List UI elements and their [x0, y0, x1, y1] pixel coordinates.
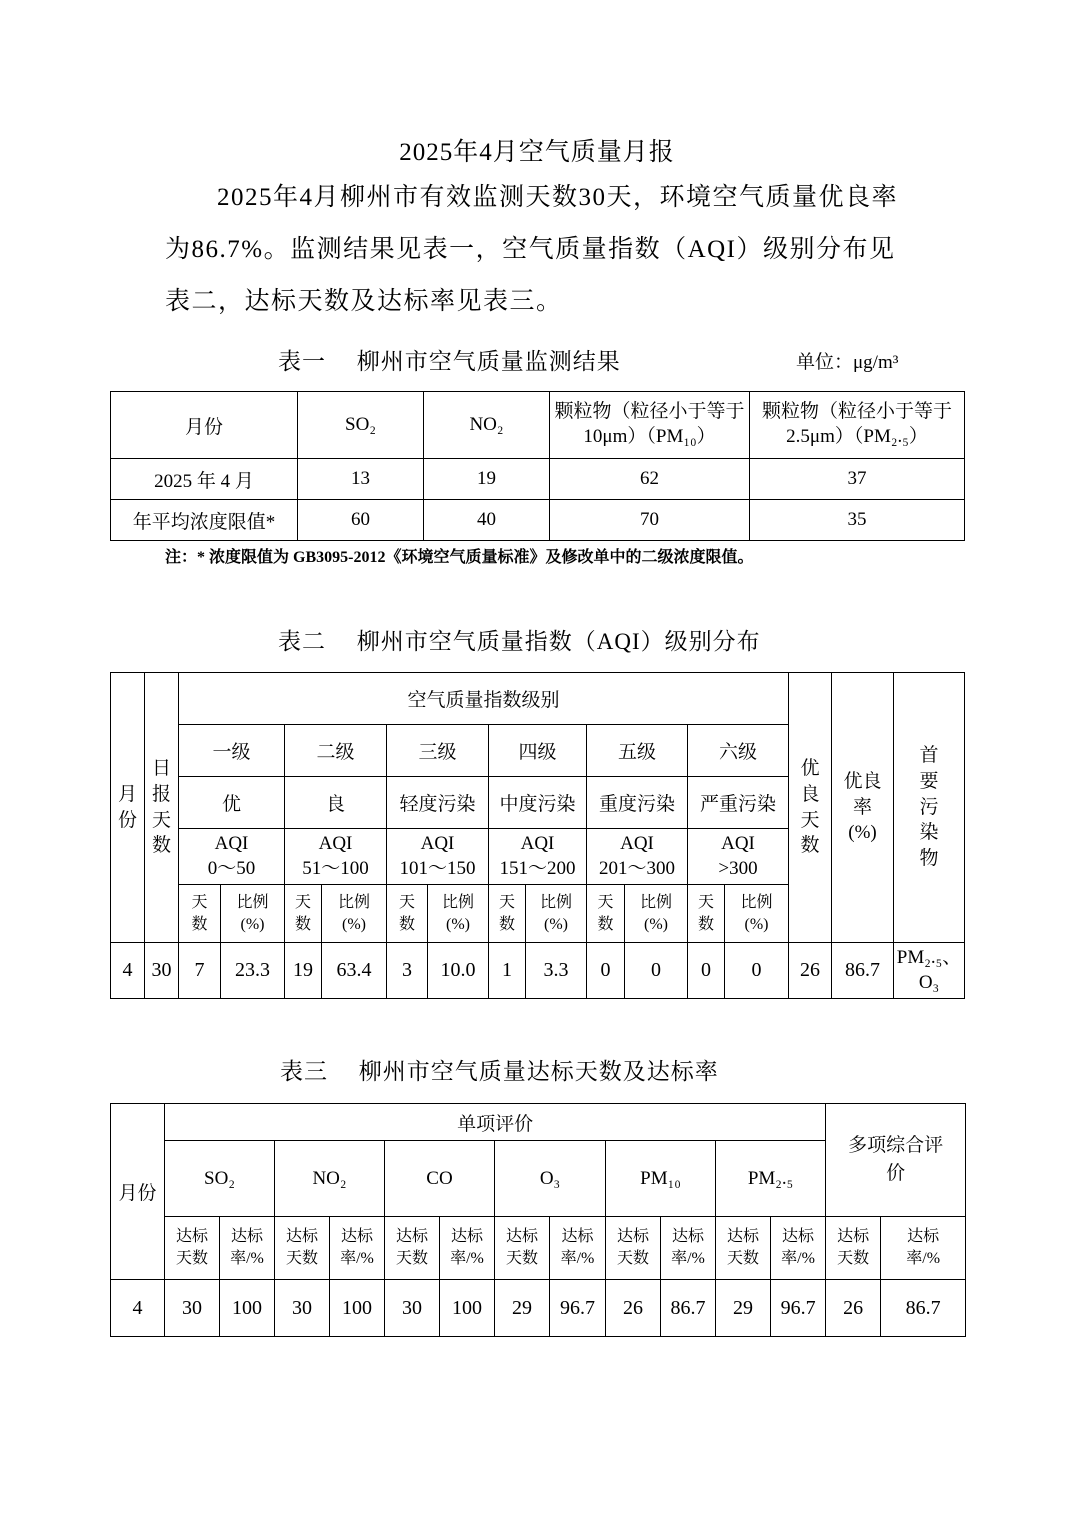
- table2-cell: 3: [387, 943, 428, 999]
- table2-days-header: 日报天数: [145, 673, 179, 943]
- table1-unit: 单位：μg/m³: [796, 352, 899, 373]
- table3-cell: 30: [165, 1280, 220, 1337]
- sub-days-header: 达标天数: [275, 1217, 330, 1280]
- table1-header: SO₂: [298, 392, 424, 459]
- sub-days-header: 达标天数: [826, 1217, 881, 1280]
- table3-cell: 26: [826, 1280, 881, 1337]
- table3-caption: 表三 柳州市空气质量达标天数及达标率: [280, 1059, 719, 1084]
- table2-cell: 1: [489, 943, 526, 999]
- intro-paragraph: [165, 172, 915, 328]
- table2-cell: 23.3: [221, 943, 285, 999]
- table-row: [111, 943, 965, 999]
- table1-cell: 2025 年 4 月: [111, 459, 298, 500]
- sub-rate-header: 达标率/%: [440, 1217, 495, 1280]
- level-label: 六级: [688, 725, 789, 777]
- sub-days-header: 达标天数: [606, 1217, 661, 1280]
- table2-cell: 4: [111, 943, 145, 999]
- aqi-range: AQI 101～150: [387, 829, 489, 885]
- table1-cell: 年平均浓度限值*: [111, 500, 298, 541]
- sub-ratio-header: 比例(%): [221, 885, 285, 943]
- category-label: 优: [179, 777, 285, 829]
- table2-primary-pollutant: PM₂.₅、O₃: [894, 943, 965, 999]
- table-row: [111, 459, 965, 500]
- table2-cell: 63.4: [322, 943, 387, 999]
- level-label: 五级: [587, 725, 688, 777]
- table2-cell: 0: [625, 943, 688, 999]
- level-label: 二级: [285, 725, 387, 777]
- table1-cell: 37: [750, 459, 965, 500]
- pollutant-label: SO₂: [165, 1141, 275, 1217]
- pollutant-label: PM₂.₅: [716, 1141, 826, 1217]
- table3-cell: 30: [385, 1280, 440, 1337]
- table3-cell: 100: [220, 1280, 275, 1337]
- sub-days-header: 天数: [179, 885, 221, 943]
- table1-caption: 表一 柳州市空气质量监测结果: [278, 349, 621, 374]
- sub-rate-header: 达标率/%: [881, 1217, 966, 1280]
- aqi-range: AQI >300: [688, 829, 789, 885]
- sub-ratio-header: 比例(%): [725, 885, 789, 943]
- sub-days-header: 天数: [489, 885, 526, 943]
- table2: [110, 672, 965, 999]
- table1-header: 颗粒物（粒径小于等于 10μm）（PM₁₀）: [550, 392, 750, 459]
- sub-days-header: 达标天数: [165, 1217, 220, 1280]
- sub-days-header: 达标天数: [716, 1217, 771, 1280]
- table2-cell: 0: [725, 943, 789, 999]
- table1-cell: 13: [298, 459, 424, 500]
- table3-cell: 86.7: [881, 1280, 966, 1337]
- aqi-range: AQI 151～200: [489, 829, 587, 885]
- table3-month-header: 月份: [111, 1104, 165, 1280]
- table2-cell: 7: [179, 943, 221, 999]
- table2-good-days-header: 优良天数: [789, 673, 832, 943]
- table2-good-rate-header: 优良率(%): [832, 673, 894, 943]
- sub-days-header: 天数: [587, 885, 625, 943]
- table1-cell: 62: [550, 459, 750, 500]
- table2-cell: 10.0: [428, 943, 489, 999]
- table2-cell: 26: [789, 943, 832, 999]
- sub-days-header: 达标天数: [495, 1217, 550, 1280]
- category-label: 良: [285, 777, 387, 829]
- sub-rate-header: 达标率/%: [771, 1217, 826, 1280]
- table2-month-header: 月份: [111, 673, 145, 943]
- category-label: 轻度污染: [387, 777, 489, 829]
- sub-days-header: 天数: [688, 885, 725, 943]
- page-title: 2025年4月空气质量月报: [399, 139, 675, 166]
- table1-cell: 19: [424, 459, 550, 500]
- pollutant-label: NO₂: [275, 1141, 385, 1217]
- table3-cell: 29: [716, 1280, 771, 1337]
- table1: [110, 391, 965, 541]
- pollutant-label: O₃: [495, 1141, 606, 1217]
- table-row: [111, 500, 965, 541]
- table3-cell: 100: [330, 1280, 385, 1337]
- sub-days-header: 天数: [285, 885, 322, 943]
- aqi-range: AQI 0～50: [179, 829, 285, 885]
- pollutant-label: CO: [385, 1141, 495, 1217]
- sub-days-header: 天数: [387, 885, 428, 943]
- table1-cell: 40: [424, 500, 550, 541]
- table3-cell: 86.7: [661, 1280, 716, 1337]
- table2-group-header: 空气质量指数级别: [179, 673, 789, 725]
- table3-single-header: 单项评价: [165, 1104, 826, 1141]
- table1-note: 注：* 浓度限值为 GB3095-2012《环境空气质量标准》及修改单中的二级浓度限值。: [165, 549, 754, 566]
- sub-rate-header: 达标率/%: [550, 1217, 606, 1280]
- sub-ratio-header: 比例(%): [322, 885, 387, 943]
- aqi-range: AQI 51～100: [285, 829, 387, 885]
- table1-header-row: [111, 392, 965, 459]
- table1-header: 颗粒物（粒径小于等于 2.5μm）（PM₂.₅）: [750, 392, 965, 459]
- sub-rate-header: 达标率/%: [661, 1217, 716, 1280]
- table-row: [111, 1280, 966, 1337]
- level-label: 四级: [489, 725, 587, 777]
- table3-cell: 26: [606, 1280, 661, 1337]
- table3-cell: 30: [275, 1280, 330, 1337]
- table2-cell: 0: [587, 943, 625, 999]
- table3: [110, 1103, 966, 1337]
- sub-rate-header: 达标率/%: [220, 1217, 275, 1280]
- table3-multi-header: 多项综合评价: [826, 1104, 966, 1217]
- sub-ratio-header: 比例(%): [625, 885, 688, 943]
- table1-cell: 35: [750, 500, 965, 541]
- table3-cell: 29: [495, 1280, 550, 1337]
- table2-primary-header: 首要污染物: [894, 673, 965, 943]
- category-label: 重度污染: [587, 777, 688, 829]
- aqi-range: AQI 201～300: [587, 829, 688, 885]
- table2-caption: 表二 柳州市空气质量指数（AQI）级别分布: [278, 629, 761, 654]
- pollutant-label: PM₁₀: [606, 1141, 716, 1217]
- table3-cell: 4: [111, 1280, 165, 1337]
- level-label: 一级: [179, 725, 285, 777]
- table1-header: NO₂: [424, 392, 550, 459]
- category-label: 中度污染: [489, 777, 587, 829]
- table1-header: 月份: [111, 392, 298, 459]
- level-label: 三级: [387, 725, 489, 777]
- sub-ratio-header: 比例(%): [428, 885, 489, 943]
- sub-rate-header: 达标率/%: [330, 1217, 385, 1280]
- table3-cell: 96.7: [771, 1280, 826, 1337]
- category-label: 严重污染: [688, 777, 789, 829]
- table3-cell: 100: [440, 1280, 495, 1337]
- table1-cell: 70: [550, 500, 750, 541]
- table3-cell: 96.7: [550, 1280, 606, 1337]
- table2-cell: 30: [145, 943, 179, 999]
- table2-cell: 3.3: [526, 943, 587, 999]
- sub-days-header: 达标天数: [385, 1217, 440, 1280]
- table1-cell: 60: [298, 500, 424, 541]
- sub-ratio-header: 比例(%): [526, 885, 587, 943]
- table2-cell: 0: [688, 943, 725, 999]
- table2-cell: 86.7: [832, 943, 894, 999]
- table2-cell: 19: [285, 943, 322, 999]
- intro-text: 2025年4月柳州市有效监测天数30天，环境空气质量优良率为86.7%。监测结果见表一，空气质量指数（AQI）级别分布见表二，达标天数及达标率见表三。: [165, 184, 899, 315]
